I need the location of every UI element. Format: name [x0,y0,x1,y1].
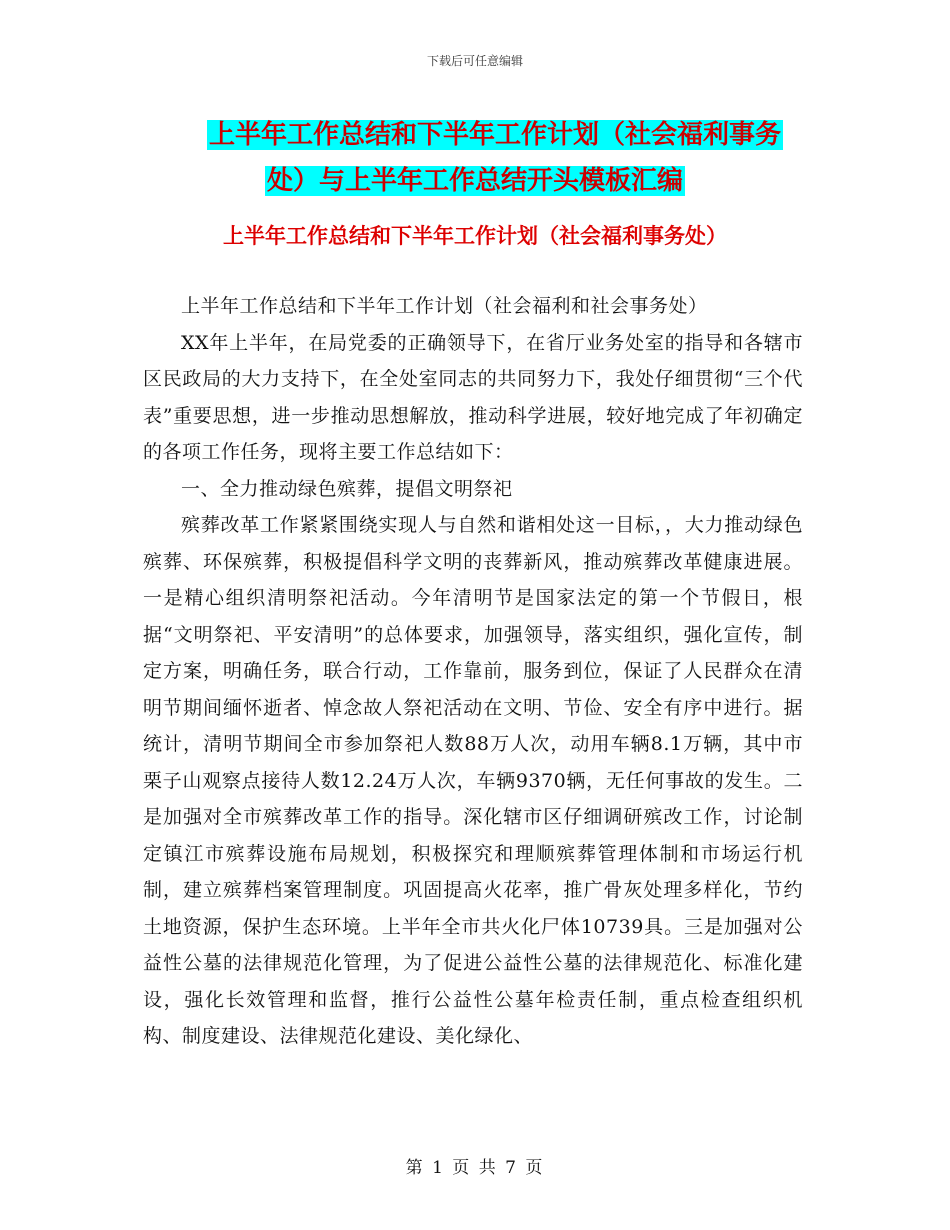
paragraph-body-1: 殡葬改革工作紧紧围绕实现人与自然和谐相处这一目标，，大力推动绿色殡葬、环保殡葬，积极提倡科学文明的丧葬新风，推动殡葬改革健康进展。一是精心组织清明祭祀活动。今年清明节是国家法定的第一个节假日，根据“文明祭祀、平安清明”的总体要求，加强领导，落实组织，强化宣传，制定方案，明确任务，联合行动，工作靠前，服务到位，保证了人民群众在清明节期间缅怀逝者、悼念故人祭祀活动在文明、节俭、安全有序中进行。据统计，清明节期间全市参加祭祀人数88万人次，动用车辆8.1万辆，其中市栗子山观察点接待人数12.24万人次，车辆9370辆，无任何事故的发生。二是加强对全市殡葬改革工作的指导。深化辖市区仔细调研殡改工作，讨论制定镇江市殡葬设施布局规划，积极探究和理顺殡葬管理体制和市场运行机制，建立殡葬档案管理制度。巩固提高火花率，推广骨灰处理多样化，节约土地资源，保护生态环境。上半年全市共火化尸体10739具。三是加强对公益性公墓的法律规范化管理，为了促进公益性公墓的法律规范化、标准化建设，强化长效管理和监督，推行公益性公墓年检责任制，重点检查组织机构、制度建设、法律规范化建设、美化绿化、 [143,514,803,1047]
paragraph-subtitle: 上半年工作总结和下半年工作计划（社会福利和社会事务处） [181,295,708,317]
page-footer: 第 1 页 共 7 页 [405,1158,545,1178]
paragraph-heading-1: 一、全力推动绿色殡葬，提倡文明祭祀 [181,477,513,500]
document-body [143,288,803,1055]
document-title-line-1 [0,112,950,158]
document-title [0,112,950,204]
title-highlight-2: 处）与上半年工作总结开头模板汇编 [266,166,683,196]
header-note: 下载后可任意编辑 [426,54,523,68]
title-highlight-1: 上半年工作总结和下半年工作计划（社会福利事务 [208,120,781,150]
section-title: 上半年工作总结和下半年工作计划（社会福利事务处） [223,224,727,248]
paragraph-intro: XX年上半年，在局党委的正确领导下，在省厅业务处室的指导和各辖市区民政局的大力支持下，在全处室同志的共同努力下，我处仔细贯彻“三个代表”重要思想，进一步推动思想解放，推动科学进展，较好地完成了年初确定的各项工作任务，现将主要工作总结如下： [143,331,803,463]
document-title-line-2 [0,158,950,204]
